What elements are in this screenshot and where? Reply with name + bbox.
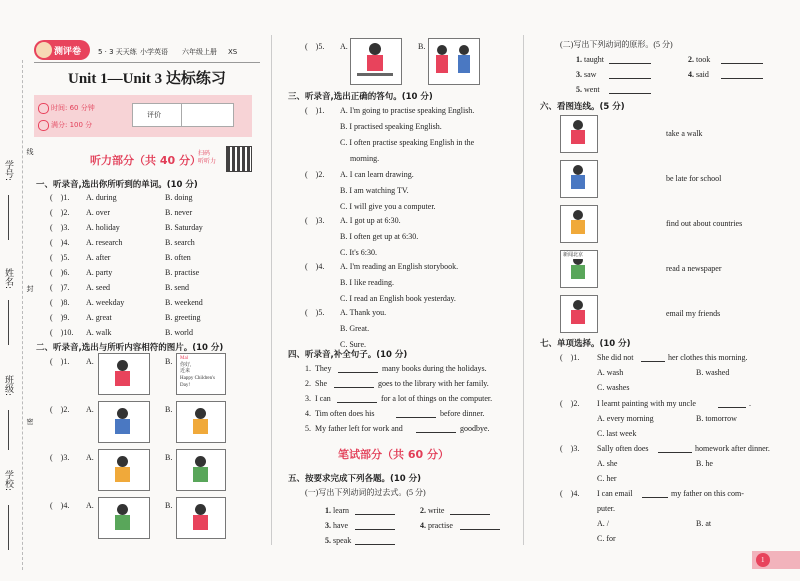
option-label: A. <box>340 42 348 51</box>
figure-body <box>115 371 130 386</box>
q-number: 6 <box>63 268 68 277</box>
option-a: A. she <box>597 459 618 468</box>
fill-blank[interactable] <box>416 424 456 433</box>
header-badge <box>34 40 90 60</box>
q-number: 2 <box>63 405 68 414</box>
option-b: B. often <box>165 253 191 262</box>
figure-head <box>117 504 128 515</box>
verb-number: 4. <box>420 521 426 530</box>
option-label: A. <box>86 357 94 366</box>
answer-paren[interactable]: ( )5. <box>305 308 325 317</box>
match-picture[interactable] <box>560 160 598 198</box>
picture-option-b[interactable] <box>176 449 226 491</box>
figure-head <box>573 300 583 310</box>
option-b: B. Saturday <box>165 223 203 232</box>
answer-option-a: A. I'm reading an English storybook. <box>340 262 459 271</box>
picture-option-a[interactable] <box>98 401 150 443</box>
card-text: Day! <box>180 383 190 388</box>
margin-school: 学校: <box>3 470 13 492</box>
header-rule <box>34 62 260 63</box>
option-a: A. after <box>86 253 111 262</box>
match-picture[interactable] <box>560 295 598 333</box>
section-4-title: 四、听录音,补全句子。(10 分) <box>288 350 408 360</box>
sentence-number: 1. <box>305 364 311 373</box>
option-a: A. / <box>597 519 609 528</box>
question-text-cont: homework after dinner. <box>695 444 770 453</box>
figure-body <box>571 310 585 324</box>
option-a: A. wash <box>597 368 624 377</box>
full-score: 满分: 100 分 <box>51 121 93 129</box>
q-number: 7 <box>63 283 68 292</box>
eval-divider <box>181 104 182 126</box>
question-text-cont: her clothes this morning. <box>668 353 748 362</box>
verb-number: 2. <box>688 55 694 64</box>
card-text: 近来 <box>180 369 191 374</box>
fill-blank[interactable] <box>337 394 377 403</box>
fill-blank[interactable] <box>334 379 374 388</box>
answer-paren[interactable]: ( )1. <box>50 193 70 202</box>
option-b: B. greeting <box>165 313 201 322</box>
answer-option-c: C. I often practise speaking English in the <box>340 138 475 147</box>
question-text: I can email <box>597 489 633 498</box>
fill-blank[interactable] <box>396 409 436 418</box>
sentence-suffix: goes to the library with her family. <box>378 379 489 388</box>
q-number: 1 <box>573 353 578 362</box>
question-text-cont: my father on this com- <box>671 489 744 498</box>
option-label: A. <box>86 501 94 510</box>
eval-box <box>132 103 234 127</box>
qr-hint-icon <box>198 148 220 170</box>
figure-head <box>195 456 206 467</box>
sentence-number: 4. <box>305 409 311 418</box>
newspaper-label: 新闻北京 <box>563 253 584 258</box>
option-label: B. <box>165 453 173 462</box>
option-a: A. walk <box>86 328 112 337</box>
option-label: A. <box>86 453 94 462</box>
option-label: B. <box>165 357 173 366</box>
answer-paren[interactable]: ( )2. <box>560 399 580 408</box>
fill-blank[interactable] <box>641 353 665 362</box>
sentence-prefix: My father left for work and <box>315 424 403 433</box>
section-5-title: 五、按要求完成下列各题。(10 分) <box>288 474 422 484</box>
table-shape <box>357 73 393 76</box>
answer-option-c: C. It's 6:30. <box>340 248 377 257</box>
verb-answer-blank[interactable] <box>609 85 651 94</box>
answer-option-b: B. I often get up at 6:30. <box>340 232 419 241</box>
section-7-title: 七、单项选择。(10 分) <box>540 339 631 349</box>
option-b: B. doing <box>165 193 193 202</box>
answer-option-b: B. I am watching TV. <box>340 186 409 195</box>
margin-rule <box>8 195 9 240</box>
figure-head <box>369 43 381 55</box>
section-6-title: 六、看图连线。(5 分) <box>540 102 625 112</box>
verb-number: 1. <box>576 55 582 64</box>
section-3-title: 三、听录音,选出正确的答句。(10 分) <box>288 92 433 102</box>
match-phrase[interactable]: be late for school <box>666 174 722 183</box>
section-5-sub2: (二)写出下列动词的原形。(5 分) <box>560 40 673 49</box>
verb-answer-blank[interactable] <box>721 55 763 64</box>
sentence-suffix: for a lot of things on the computer. <box>381 394 493 403</box>
figure-head <box>117 360 128 371</box>
q-number: 3 <box>63 223 68 232</box>
option-a: A. weekday <box>86 298 125 307</box>
margin-rule <box>8 505 9 550</box>
option-b: B. never <box>165 208 193 217</box>
question-text: She did not <box>597 353 634 362</box>
sentence-prefix: I can <box>315 394 331 403</box>
section-5-sub1: (一)写出下列动词的过去式。(5 分) <box>305 488 426 497</box>
card-text: Mal <box>180 356 189 361</box>
answer-option-a: A. I got up at 6:30. <box>340 216 401 225</box>
writing-title: 笔试部分（共 60 分） <box>338 448 449 461</box>
sentence-suffix: many books during the holidays. <box>382 364 487 373</box>
verb-word: learn <box>333 506 349 515</box>
option-c: C. her <box>597 474 617 483</box>
option-label: B. <box>418 42 426 51</box>
q-number: 3 <box>573 444 578 453</box>
figure-head <box>573 210 583 220</box>
figure-head <box>195 408 206 419</box>
answer-paren[interactable]: ( )7. <box>50 283 70 292</box>
option-c: C. for <box>597 534 616 543</box>
answer-option-a: A. Thank you. <box>340 308 387 317</box>
verb-number: 4. <box>688 70 694 79</box>
figure-body <box>458 55 470 73</box>
answer-option-a: A. I can learn drawing. <box>340 170 414 179</box>
match-phrase[interactable]: take a walk <box>666 129 703 138</box>
verb-answer-blank[interactable] <box>460 521 500 530</box>
option-label: A. <box>86 405 94 414</box>
answer-paren[interactable]: ( )1. <box>50 357 70 366</box>
option-b: B. weekend <box>165 298 203 307</box>
answer-paren[interactable]: ( )6. <box>50 268 70 277</box>
q-number: 1 <box>63 357 68 366</box>
mascot-icon <box>36 42 52 58</box>
answer-paren[interactable]: ( )1. <box>305 106 325 115</box>
verb-word: said <box>696 70 709 79</box>
answer-paren[interactable]: ( )4. <box>50 238 70 247</box>
clock-icon <box>38 103 49 114</box>
figure-body <box>436 55 448 73</box>
figure-body <box>571 130 585 144</box>
option-c: C. washes <box>597 383 630 392</box>
q-number: 2 <box>573 399 578 408</box>
fill-blank[interactable] <box>642 489 668 498</box>
figure-head <box>195 504 206 515</box>
answer-paren[interactable]: ( )4. <box>50 501 70 510</box>
seal-mark: 密 <box>26 418 34 425</box>
page-number-badge <box>756 553 770 567</box>
q-number: 5 <box>318 308 323 317</box>
match-picture[interactable] <box>560 205 598 243</box>
match-phrase[interactable]: email my friends <box>666 309 721 318</box>
answer-paren[interactable]: ( )3. <box>50 453 70 462</box>
page-number-tab <box>752 551 800 569</box>
answer-paren[interactable]: ( )9. <box>50 313 70 322</box>
margin-rule <box>8 300 9 345</box>
header-grade: 六年级上册 <box>182 48 217 56</box>
verb-answer-blank[interactable] <box>609 70 651 79</box>
q-number: 4 <box>63 501 68 510</box>
answer-paren[interactable]: ( )2. <box>50 208 70 217</box>
verb-word: taught <box>584 55 604 64</box>
seal-mark: 线 <box>26 148 34 155</box>
answer-paren[interactable]: ( )10. <box>50 328 74 337</box>
answer-option-a: A. I'm going to practise speaking English. <box>340 106 475 115</box>
q-number: 2 <box>63 208 68 217</box>
picture-option-b[interactable] <box>176 497 226 539</box>
figure-head <box>573 165 583 175</box>
q-number: 10 <box>63 328 72 337</box>
picture-girl-reading[interactable] <box>350 38 402 85</box>
verb-number: 3. <box>576 70 582 79</box>
question-text: Sally often does <box>597 444 649 453</box>
listening-title: 听力部分（共 40 分） <box>90 154 201 167</box>
header-series: 5 · 3 天天练 <box>98 48 137 56</box>
column-divider <box>271 35 272 545</box>
verb-answer-blank[interactable] <box>721 70 763 79</box>
answer-paren[interactable]: ( )4. <box>560 489 580 498</box>
option-a: A. research <box>86 238 123 247</box>
verb-word: went <box>584 85 600 94</box>
figure-body <box>193 467 208 482</box>
figure-body <box>115 515 130 530</box>
q-number: 5 <box>318 42 323 51</box>
sentence-number: 3. <box>305 394 311 403</box>
answer-paren[interactable]: ( )4. <box>305 262 325 271</box>
answer-paren[interactable]: ( )8. <box>50 298 70 307</box>
answer-paren[interactable]: ( )5. <box>305 42 325 51</box>
match-picture[interactable] <box>560 115 598 153</box>
match-phrase[interactable]: find out about countries <box>666 219 743 228</box>
question-text-cont: . <box>749 399 751 408</box>
check-icon <box>38 120 49 131</box>
answer-paren[interactable]: ( )3. <box>50 223 70 232</box>
figure-body <box>571 265 585 279</box>
option-a: A. over <box>86 208 110 217</box>
info-box <box>34 95 252 137</box>
option-b: B. at <box>696 519 712 528</box>
fill-blank[interactable] <box>658 444 692 453</box>
answer-option-b: B. I practised speaking English. <box>340 122 442 131</box>
card-text: Happy Children's <box>180 376 215 381</box>
answer-paren[interactable]: ( )2. <box>50 405 70 414</box>
figure-body <box>571 175 585 189</box>
question-text: I learnt painting with my uncle <box>597 399 696 408</box>
answer-option-c-cont: morning. <box>350 154 380 163</box>
sentence-number: 5. <box>305 424 311 433</box>
match-phrase[interactable]: read a newspaper <box>666 264 722 273</box>
sentence-prefix: Tim often does his <box>315 409 375 418</box>
picture-children-talking[interactable] <box>428 38 480 85</box>
figure-head <box>437 45 447 55</box>
qr-hint-label: 扫码 听听力 <box>198 151 217 165</box>
verb-answer-blank[interactable] <box>355 521 395 530</box>
verb-answer-blank[interactable] <box>609 55 651 64</box>
option-a: A. during <box>86 193 117 202</box>
sentence-suffix: before dinner. <box>440 409 485 418</box>
column-divider <box>523 35 524 545</box>
q-number: 8 <box>63 298 68 307</box>
option-b: B. practise <box>165 268 200 277</box>
figure-body <box>571 220 585 234</box>
fill-blank[interactable] <box>338 364 378 373</box>
q-number: 3 <box>63 453 68 462</box>
q-number: 5 <box>63 253 68 262</box>
option-label: B. <box>165 501 173 510</box>
sentence-prefix: She <box>315 379 327 388</box>
match-picture[interactable] <box>560 250 598 288</box>
margin-rule <box>8 410 9 450</box>
option-a: A. every morning <box>597 414 654 423</box>
figure-body <box>115 467 130 482</box>
q-number: 3 <box>318 216 323 225</box>
verb-number: 5. <box>576 85 582 94</box>
header-edition: XS <box>228 48 238 56</box>
question-text-cont: puter. <box>597 504 615 513</box>
binding-line <box>22 60 23 570</box>
option-a: A. party <box>86 268 113 277</box>
sentence-prefix: They <box>315 364 332 373</box>
q-number: 4 <box>63 238 68 247</box>
option-a: A. holiday <box>86 223 120 232</box>
figure-body <box>367 55 383 71</box>
page-number: 1 <box>761 556 765 564</box>
margin-class: 班级: <box>3 375 13 397</box>
section-1-title: 一、听录音,选出你所听到的单词。(10 分) <box>36 180 198 190</box>
verb-answer-blank[interactable] <box>450 506 490 515</box>
q-number: 4 <box>318 262 323 271</box>
margin-name: 姓名: <box>3 268 13 290</box>
verb-number: 5. <box>325 536 331 545</box>
option-label: B. <box>165 405 173 414</box>
seal-mark: 封 <box>26 285 34 292</box>
verb-number: 2. <box>420 506 426 515</box>
figure-head <box>117 408 128 419</box>
option-b: B. send <box>165 283 189 292</box>
answer-paren[interactable]: ( )1. <box>560 353 580 362</box>
page-title: Unit 1—Unit 3 达标练习 <box>68 71 226 87</box>
figure-body <box>193 419 208 434</box>
verb-word: took <box>696 55 711 64</box>
picture-option-a[interactable] <box>98 353 150 395</box>
q-number: 1 <box>318 106 323 115</box>
answer-paren[interactable]: ( )2. <box>305 170 325 179</box>
answer-option-b: B. Great. <box>340 324 370 333</box>
verb-word: saw <box>584 70 597 79</box>
option-b: B. tomorrow <box>696 414 737 423</box>
verb-answer-blank[interactable] <box>355 536 395 545</box>
qr-code-icon[interactable] <box>226 146 252 172</box>
margin-student-id: 学号: <box>3 160 13 182</box>
answer-paren[interactable]: ( )5. <box>50 253 70 262</box>
picture-option-a[interactable] <box>98 449 150 491</box>
option-b: B. washed <box>696 368 730 377</box>
sentence-number: 2. <box>305 379 311 388</box>
q-number: 4 <box>573 489 578 498</box>
sentence-suffix: goodbye. <box>460 424 490 433</box>
section-2-title: 二、听录音,选出与所听内容相符的图片。(10 分) <box>36 343 224 353</box>
verb-word: speak <box>333 536 352 545</box>
option-c: C. last week <box>597 429 637 438</box>
eval-label: 评价 <box>147 111 161 119</box>
answer-option-c: C. I read an English book yesterday. <box>340 294 456 303</box>
picture-option-b[interactable] <box>176 401 226 443</box>
verb-answer-blank[interactable] <box>355 506 395 515</box>
picture-option-a[interactable] <box>98 497 150 539</box>
figure-head <box>117 456 128 467</box>
verb-word: write <box>428 506 445 515</box>
option-b: B. he <box>696 459 713 468</box>
header-subject: 小学英语 <box>140 48 168 56</box>
figure-body <box>193 515 208 530</box>
figure-body <box>115 419 130 434</box>
verb-word: have <box>333 521 349 530</box>
verb-word: practise <box>428 521 453 530</box>
time-limit: 时间: 60 分钟 <box>51 104 95 112</box>
q-number: 1 <box>63 193 68 202</box>
answer-option-c: C. I will give you a computer. <box>340 202 436 211</box>
option-b: B. search <box>165 238 195 247</box>
option-a: A. great <box>86 313 112 322</box>
verb-number: 1. <box>325 506 331 515</box>
q-number: 2 <box>318 170 323 179</box>
answer-paren[interactable]: ( )3. <box>560 444 580 453</box>
figure-head <box>459 45 469 55</box>
fill-blank[interactable] <box>718 399 746 408</box>
greeting-card <box>178 355 222 391</box>
figure-head <box>573 120 583 130</box>
answer-paren[interactable]: ( )3. <box>305 216 325 225</box>
q-number: 9 <box>63 313 68 322</box>
option-a: A. seed <box>86 283 110 292</box>
answer-option-c: C. Sure. <box>340 340 366 349</box>
badge-label: 测评卷 <box>54 47 82 57</box>
verb-number: 3. <box>325 521 331 530</box>
option-b: B. world <box>165 328 193 337</box>
card-text: 你好, <box>180 363 192 368</box>
answer-option-b: B. I like reading. <box>340 278 394 287</box>
